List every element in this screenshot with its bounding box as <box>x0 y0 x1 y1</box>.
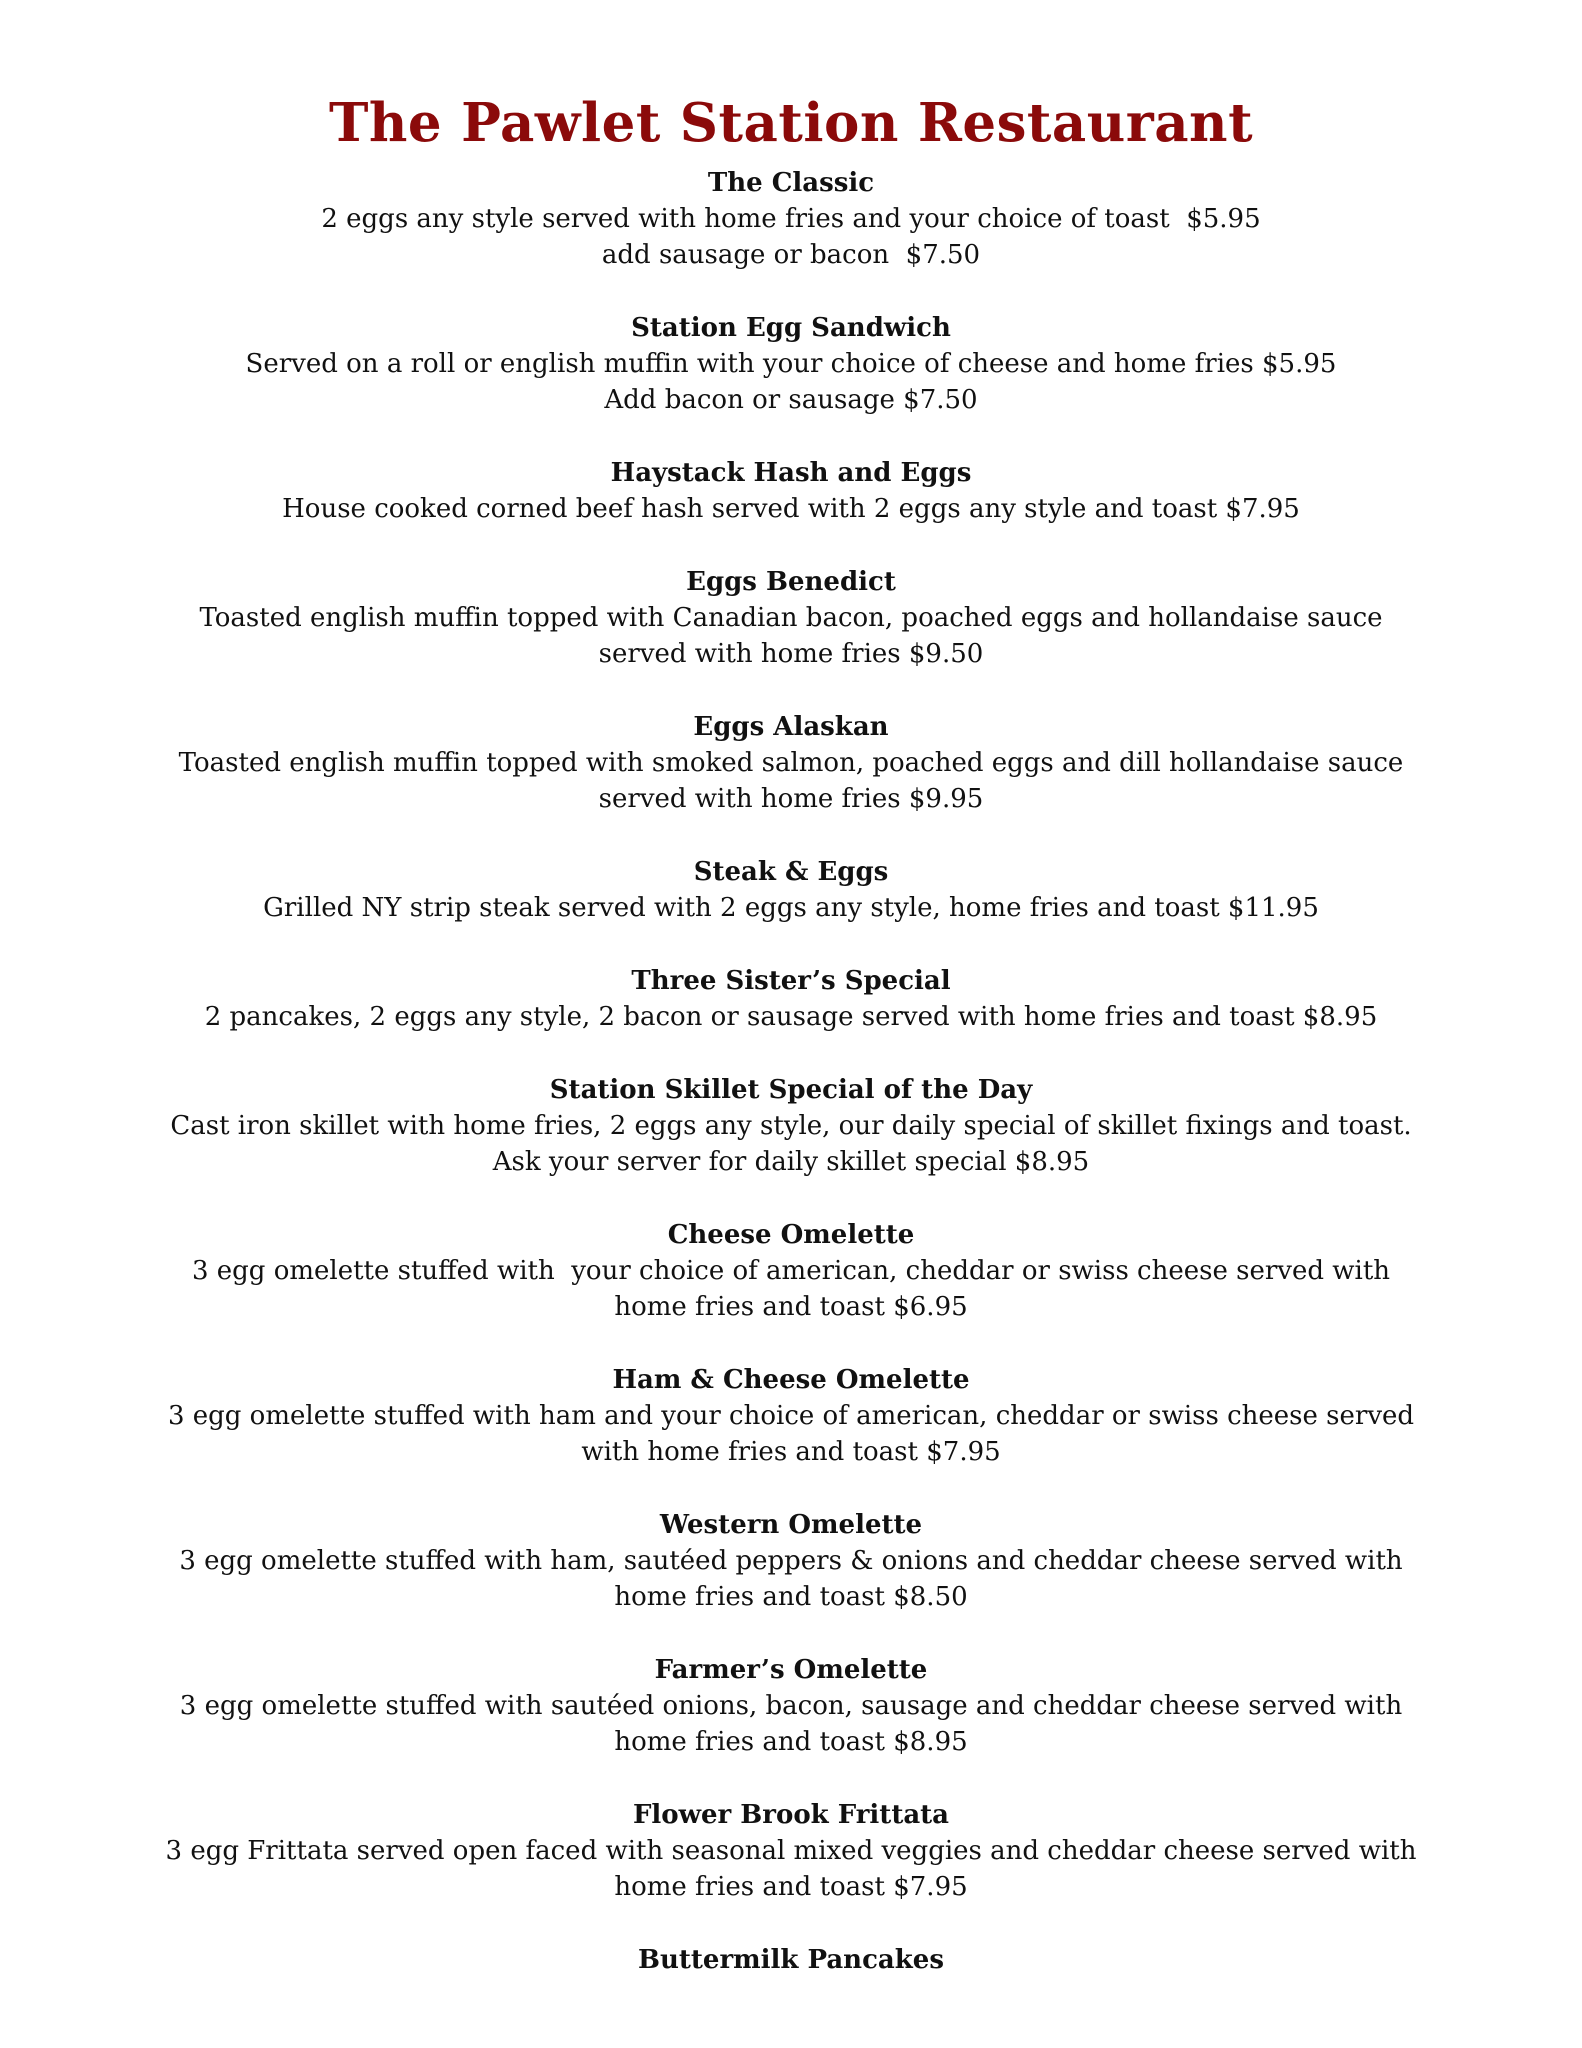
menu-item <box>0 963 1582 1035</box>
menu-item-description: Add bacon or sausage $7.50 <box>604 385 978 415</box>
menu-item <box>0 854 1582 926</box>
menu-item-name: Western Omelette <box>659 1510 923 1540</box>
menu-item-name: Farmer’s Omelette <box>654 1655 928 1685</box>
menu-item-description: served with home fries $9.50 <box>598 639 984 669</box>
menu-item-description: 3 egg Frittata served open faced with seasonal mixed veggies and cheddar cheese served with <box>165 1836 1417 1866</box>
menu-item <box>0 165 1582 273</box>
menu-item <box>0 1942 1582 1978</box>
menu-item-description: Grilled NY strip steak served with 2 eggs any style, home fries and toast $11.95 <box>263 893 1319 923</box>
menu-item-description: Cast iron skillet with home fries, 2 eggs any style, our daily special of skillet fixings and toast. <box>170 1111 1412 1141</box>
menu-item <box>0 1797 1582 1905</box>
menu-item-description: Toasted english muffin topped with Canadian bacon, poached eggs and hollandaise sauce <box>199 603 1383 633</box>
menu-item <box>0 455 1582 527</box>
menu-item-description: 3 egg omelette stuffed with your choice of american, cheddar or swiss cheese served with <box>191 1256 1391 1286</box>
menu-item-name: Haystack Hash and Eggs <box>610 458 972 488</box>
menu-item-name: Flower Brook Frittata <box>632 1800 950 1830</box>
menu-item-name: Cheese Omelette <box>667 1220 915 1250</box>
menu-item <box>0 1217 1582 1325</box>
menu-item-name: Station Skillet Special of the Day <box>549 1075 1033 1105</box>
menu-item <box>0 709 1582 817</box>
menu-item-description: Toasted english muffin topped with smoked salmon, poached eggs and dill hollandaise sauce <box>178 748 1404 778</box>
menu-item-description: House cooked corned beef hash served with 2 eggs any style and toast $7.95 <box>282 494 1300 524</box>
menu-item-description: 3 egg omelette stuffed with sautéed onions, bacon, sausage and cheddar cheese served with <box>179 1691 1403 1721</box>
page-title: The Pawlet Station Restaurant <box>328 91 1254 154</box>
menu-item <box>0 1362 1582 1470</box>
menu-item-description: home fries and toast $6.95 <box>614 1292 968 1322</box>
menu-item-name: Eggs Alaskan <box>693 712 889 742</box>
menu-item-description: Ask your server for daily skillet special $8.95 <box>492 1147 1090 1177</box>
menu-item <box>0 564 1582 672</box>
menu-item-description: with home fries and toast $7.95 <box>581 1437 1001 1467</box>
menu-item-description: add sausage or bacon $7.50 <box>601 240 981 270</box>
menu-item-name: Steak & Eggs <box>693 857 889 887</box>
menu-item <box>0 1072 1582 1180</box>
menu-item-name: Three Sister’s Special <box>631 966 951 996</box>
menu-item-description: home fries and toast $8.50 <box>614 1582 968 1612</box>
menu-item-description: served with home fries $9.95 <box>598 784 984 814</box>
menu-item-description: 3 egg omelette stuffed with ham and your choice of american, cheddar or swiss cheese served <box>167 1401 1415 1431</box>
menu-item-name: Buttermilk Pancakes <box>638 1945 944 1975</box>
menu-item-description: 2 pancakes, 2 eggs any style, 2 bacon or sausage served with home fries and toast $8.95 <box>204 1002 1378 1032</box>
menu-list <box>0 165 1582 2015</box>
menu-item-description: 3 egg omelette stuffed with ham, sautéed peppers & onions and cheddar cheese served with <box>179 1546 1403 1576</box>
menu-item-description: home fries and toast $8.95 <box>614 1727 968 1757</box>
menu-item <box>0 1652 1582 1760</box>
menu-item-description: Served on a roll or english muffin with your choice of cheese and home fries $5.95 <box>245 349 1337 379</box>
menu-item-description: home fries and toast $7.95 <box>614 1872 968 1902</box>
menu-item-description: 2 eggs any style served with home fries and your choice of toast $5.95 <box>321 204 1261 234</box>
menu-item <box>0 1507 1582 1615</box>
menu-item-name: The Classic <box>707 168 875 198</box>
menu-item-name: Station Egg Sandwich <box>631 313 951 343</box>
menu-item-name: Eggs Benedict <box>686 567 896 597</box>
menu-item-name: Ham & Cheese Omelette <box>612 1365 970 1395</box>
menu-item <box>0 310 1582 418</box>
